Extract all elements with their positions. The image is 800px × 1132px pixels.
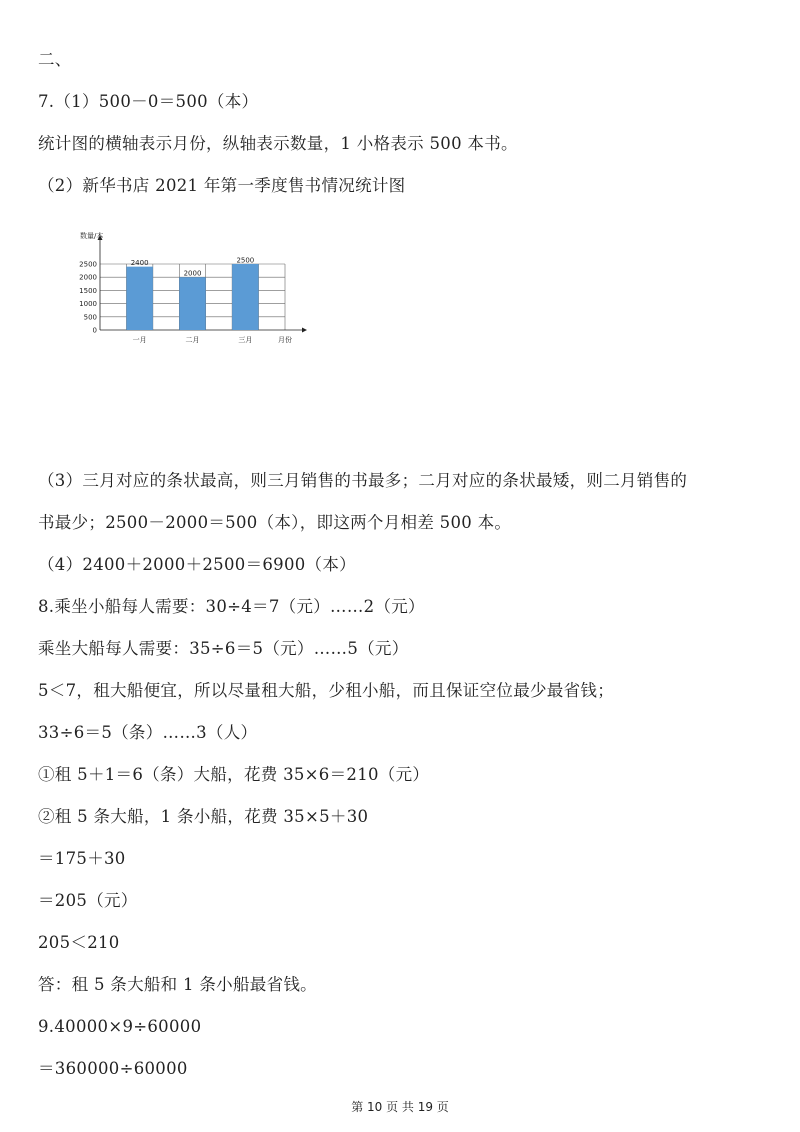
text-line: 9.40000×9÷60000 — [38, 1017, 202, 1036]
text-line: 7.（1）500－0＝500（本） — [38, 92, 259, 111]
text-line: （3）三月对应的条状最高，则三月销售的书最多；二月对应的条状最矮，则二月销售的 — [38, 471, 688, 490]
text-line: 205＜210 — [38, 933, 120, 952]
y-tick-label: 500 — [83, 313, 97, 322]
y-tick-label: 2000 — [79, 273, 97, 282]
data-label: 2400 — [130, 259, 149, 268]
text-line: 答：租 5 条大船和 1 条小船最省钱。 — [38, 975, 317, 994]
bar-1 — [126, 267, 152, 330]
x-tick-label: 三月 — [238, 336, 253, 344]
text-line: 书最少；2500－2000＝500（本），即这两个月相差 500 本。 — [38, 513, 512, 532]
data-label: 2000 — [183, 269, 202, 278]
text-line: ②租 5 条大船，1 条小船，花费 35×5＋30 — [38, 807, 369, 826]
bar-2 — [179, 277, 205, 330]
text-line: 8.乘坐小船每人需要：30÷4＝7（元）……2（元） — [38, 597, 425, 616]
bar-3 — [232, 264, 258, 330]
y-axis-label: 数量/本 — [80, 232, 104, 240]
text-line: 统计图的横轴表示月份，纵轴表示数量，1 小格表示 500 本书。 — [38, 134, 518, 153]
text-line: ＝205（元） — [38, 891, 138, 910]
y-tick-label: 2500 — [79, 260, 97, 269]
chart-caption: （2）新华书店 2021 年第一季度售书情况统计图 — [38, 176, 406, 195]
x-axis-label: 月份 — [278, 336, 292, 344]
x-tick-label: 一月 — [132, 336, 147, 344]
data-label: 2500 — [236, 256, 255, 265]
y-tick-label: 1500 — [79, 286, 97, 295]
text-line: ①租 5＋1＝6（条）大船，花费 35×6＝210（元） — [38, 765, 430, 784]
text-line: （4）2400＋2000＋2500＝6900（本） — [38, 555, 356, 574]
text-line: 5＜7，租大船便宜，所以尽量租大船，少租小船，而且保证空位最少最省钱； — [38, 681, 614, 700]
section-heading: 二、 — [38, 50, 72, 69]
text-line: 乘坐大船每人需要：35÷6＝5（元）……5（元） — [38, 639, 409, 658]
page-footer: 第 10 页 共 19 页 — [351, 1100, 449, 1114]
bar-chart — [70, 226, 320, 356]
y-tick-label: 1000 — [79, 300, 97, 309]
text-line: 33÷6＝5（条）……3（人） — [38, 723, 258, 742]
x-axis-arrow — [302, 328, 307, 333]
text-line: ＝360000÷60000 — [38, 1059, 188, 1078]
y-tick-label: 0 — [92, 326, 97, 335]
x-tick-label: 二月 — [185, 336, 200, 344]
text-line: ＝175＋30 — [38, 849, 126, 868]
